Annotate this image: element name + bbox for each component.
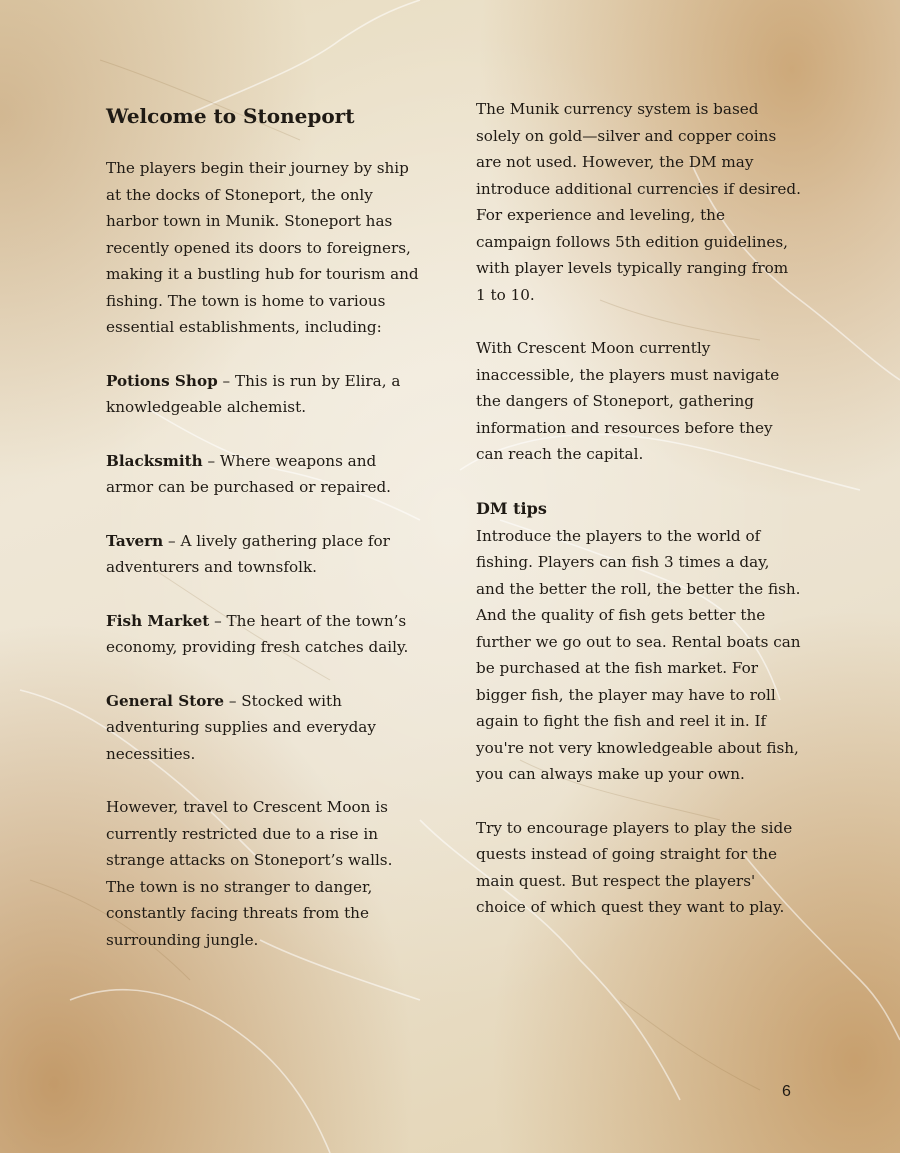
dm-tips-heading: DM tips: [476, 498, 547, 518]
establishment-blacksmith: [106, 448, 426, 501]
intro-paragraph: The players begin their journey by ship at the docks of Stoneport, the only harbor town in Munik. Stoneport has recently opened its doors to foreigners, making it a bustling hub for tourism and fishing. The town is home to various essential establishments, including:: [106, 159, 419, 336]
section-title: Welcome to Stoneport: [106, 104, 355, 128]
left-column: [106, 96, 426, 980]
establishment-potions-shop: [106, 368, 426, 421]
establishment-name: Blacksmith: [106, 451, 203, 470]
establishment-name: General Store: [106, 691, 225, 710]
dm-tips-quests-paragraph: Try to encourage players to play the side quests instead of going straight for the main quest. But respect the players' choice of which quest they want to play.: [476, 818, 793, 916]
establishment-name: Tavern: [106, 531, 164, 550]
closing-paragraph: However, travel to Crescent Moon is currently restricted due to a rise in strange attacks on Stoneport’s walls. The town is no stranger to danger, constantly facing threats from the surrounding jungle.: [106, 798, 393, 949]
establishment-description: – The heart of the town’s economy, providing fresh catches daily.: [106, 611, 409, 656]
establishment-name: Fish Market: [106, 611, 210, 630]
establishment-fish-market: [106, 608, 426, 661]
page-number: 6: [782, 1083, 791, 1100]
establishment-description: – Stocked with adventuring supplies and everyday necessities.: [106, 691, 376, 763]
establishment-description: – Where weapons and armor can be purchased or repaired.: [106, 451, 392, 496]
currency-paragraph: The Munik currency system is based solely on gold—silver and copper coins are not used. However, the DM may introduce additional currencies if desired. For experience and leveling, the campaign follows 5th edition guidelines, with player levels typically ranging from 1 to 10.: [476, 100, 801, 304]
establishment-description: – A lively gathering place for adventurers and townsfolk.: [106, 531, 390, 576]
establishment-name: Potions Shop: [106, 371, 218, 390]
establishment-tavern: [106, 528, 426, 581]
establishment-general-store: [106, 688, 426, 768]
dm-tips-fishing-paragraph: Introduce the players to the world of fishing. Players can fish 3 times a day, and the better the roll, the better the fish. And the quality of fish gets better the further we go out to sea. Rental boats can be purchased at the fish market. For bigger fish, the player may have to roll again to fight the fish and reel it in. If you're not very knowledgeable about fish, you can always make up your own.: [476, 526, 801, 783]
establishment-description: – This is run by Elira, a knowledgeable alchemist.: [106, 371, 401, 416]
navigate-paragraph: With Crescent Moon currently inaccessible, the players must navigate the dangers of Stoneport, gathering information and resources before they can reach the capital.: [476, 339, 780, 463]
right-column: [476, 96, 802, 948]
